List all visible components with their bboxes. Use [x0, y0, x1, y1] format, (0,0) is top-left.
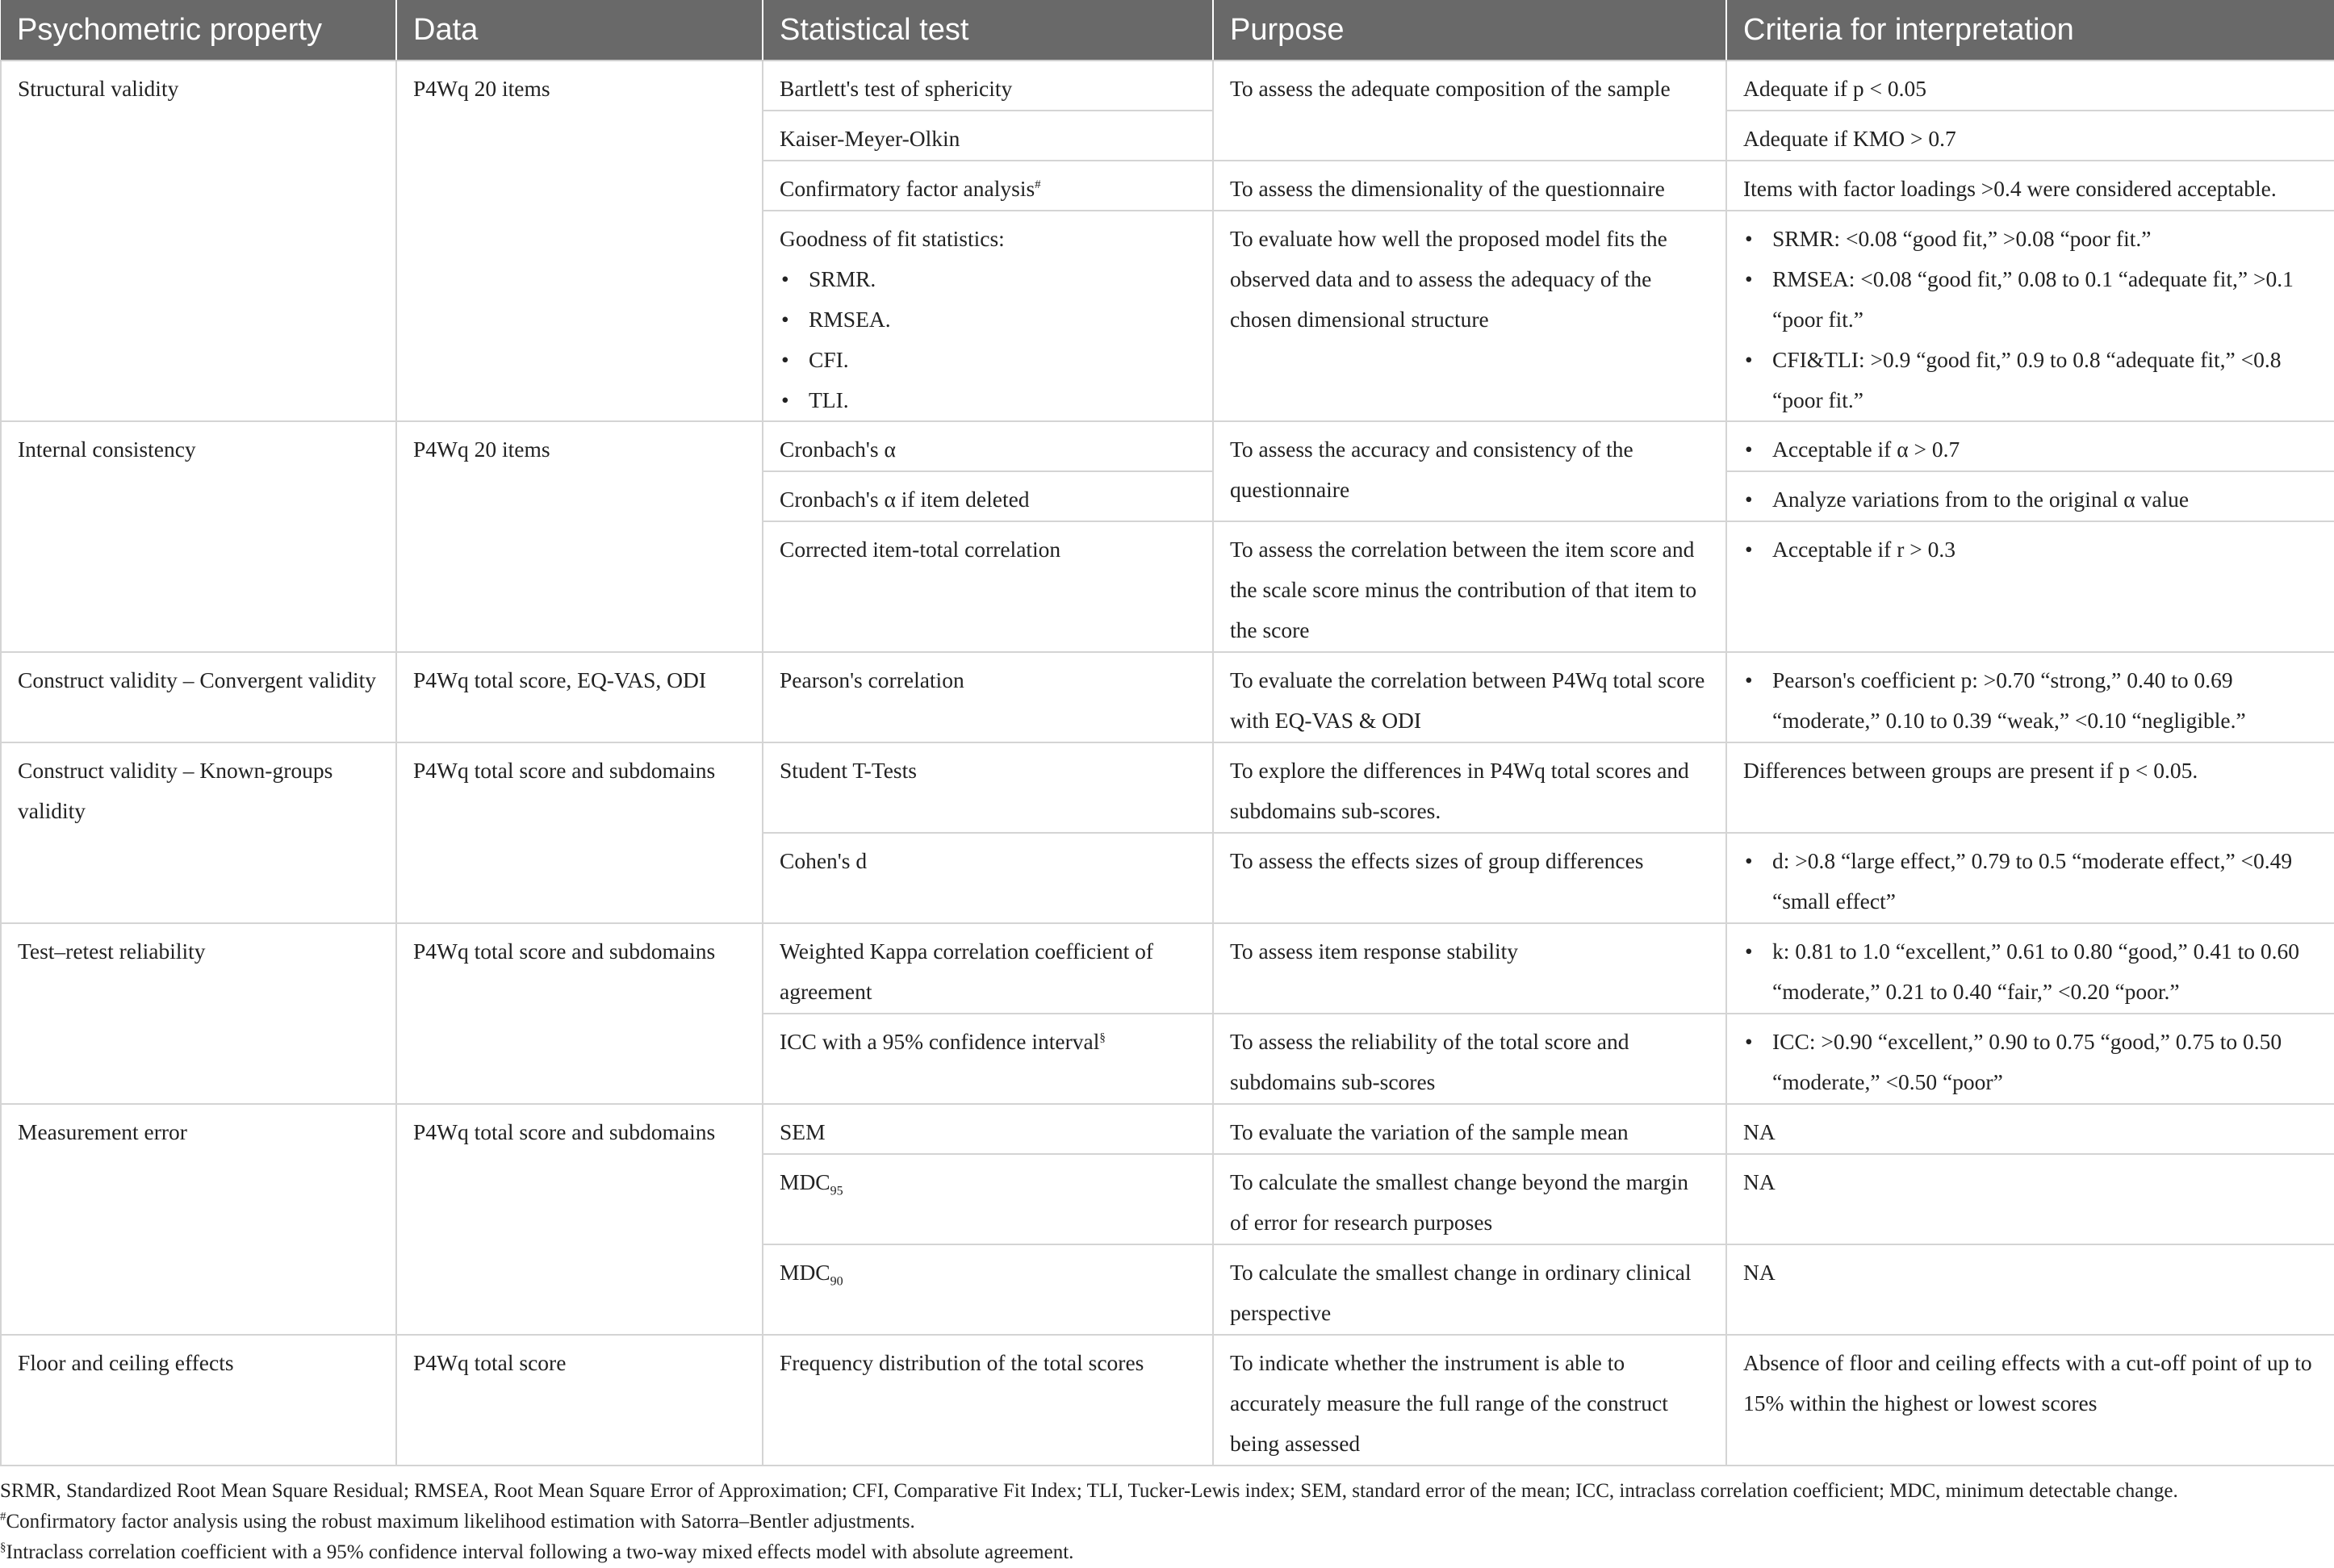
purpose-cell: To indicate whether the instrument is able to accurately measure the full range of the construct being assessed	[1213, 1335, 1726, 1466]
test-label: MDC	[780, 1260, 830, 1285]
test-label: Confirmatory factor analysis	[780, 176, 1035, 201]
header-criteria: Criteria for interpretation	[1726, 0, 2334, 61]
property-cell: Construct validity – Convergent validity	[1, 652, 396, 742]
test-cell: Weighted Kappa correlation coefficient of agreement	[763, 923, 1213, 1014]
purpose-cell: To assess item response stability	[1213, 923, 1726, 1014]
criteria-cell: Items with factor loadings >0.4 were considered acceptable.	[1726, 161, 2334, 211]
property-cell: Construct validity – Known-groups validity	[1, 742, 396, 923]
footnote-mark: #	[1035, 178, 1041, 191]
test-cell	[763, 1154, 1213, 1244]
test-cell: Corrected item-total correlation	[763, 521, 1213, 652]
criteria-list	[1743, 660, 2318, 741]
footnote-text: Confirmatory factor analysis using the robust maximum likelihood estimation with Satorra–Bentler adjustments.	[6, 1511, 915, 1532]
criteria-cell: Absence of floor and ceiling effects with a cut-off point of up to 15% within the highest or lowest scores	[1726, 1335, 2334, 1466]
table-row	[1, 652, 2334, 742]
criteria-cell: Differences between groups are present if p < 0.05.	[1726, 742, 2334, 833]
list-item: • Analyze variations from to the original α value	[1743, 479, 2318, 520]
list-item: • RMSEA.	[780, 299, 1196, 340]
property-cell: Measurement error	[1, 1104, 396, 1335]
test-cell	[763, 1014, 1213, 1104]
purpose-cell: To evaluate how well the proposed model fits the observed data and to assess the adequacy of the chosen dimensional structure	[1213, 211, 1726, 421]
list-item: • RMSEA: <0.08 “good fit,” 0.08 to 0.1 “adequate fit,” >0.1 “poor fit.”	[1743, 259, 2318, 340]
header-psychometric-property: Psychometric property	[1, 0, 396, 61]
footnote-text: Intraclass correlation coefficient with a 95% confidence interval following a two-way mixed effects model with absolute agreement.	[6, 1541, 1074, 1563]
criteria-cell	[1726, 211, 2334, 421]
goodness-of-fit-intro: Goodness of fit statistics:	[780, 226, 1005, 251]
purpose-cell: To assess the accuracy and consistency of the questionnaire	[1213, 421, 1726, 521]
purpose-cell: To assess the adequate composition of the sample	[1213, 61, 1726, 161]
table-row	[1, 742, 2334, 833]
criteria-list	[1743, 479, 2318, 520]
criteria-list	[1743, 931, 2318, 1012]
criteria-cell	[1726, 471, 2334, 521]
fit-statistics-list	[780, 259, 1196, 420]
criteria-cell: NA	[1726, 1104, 2334, 1154]
list-item: • Acceptable if α > 0.7	[1743, 429, 2318, 470]
purpose-cell: To calculate the smallest change beyond the margin of error for research purposes	[1213, 1154, 1726, 1244]
footnote-abbreviations: SRMR, Standardized Root Mean Square Residual; RMSEA, Root Mean Square Error of Approximation; CFI, Comparative Fit Index; TLI, Tucker-Lewis index; SEM, standard error of the mean; ICC, intraclass correlation coefficient; MDC, minimum detectable change.	[0, 1480, 2178, 1502]
data-cell: P4Wq total score and subdomains	[396, 742, 763, 923]
footnote-cfa	[0, 1507, 2334, 1537]
criteria-cell	[1726, 521, 2334, 652]
header-purpose: Purpose	[1213, 0, 1726, 61]
data-cell: P4Wq total score, EQ-VAS, ODI	[396, 652, 763, 742]
criteria-cell	[1726, 421, 2334, 471]
property-cell: Floor and ceiling effects	[1, 1335, 396, 1466]
list-item: • Acceptable if r > 0.3	[1743, 529, 2318, 570]
criteria-cell: Adequate if p < 0.05	[1726, 61, 2334, 111]
purpose-cell: To calculate the smallest change in ordinary clinical perspective	[1213, 1244, 1726, 1335]
criteria-cell	[1726, 833, 2334, 923]
list-item: • ICC: >0.90 “excellent,” 0.90 to 0.75 “good,” 0.75 to 0.50 “moderate,” <0.50 “poor”	[1743, 1022, 2318, 1102]
test-cell: Cronbach's α if item deleted	[763, 471, 1213, 521]
purpose-cell: To assess the reliability of the total score and subdomains sub-scores	[1213, 1014, 1726, 1104]
test-subscript: 95	[830, 1184, 843, 1198]
purpose-cell: To assess the dimensionality of the questionnaire	[1213, 161, 1726, 211]
test-subscript: 90	[830, 1274, 843, 1289]
data-cell: P4Wq total score	[396, 1335, 763, 1466]
purpose-cell: To assess the correlation between the item score and the scale score minus the contribution of that item to the score	[1213, 521, 1726, 652]
table-row	[1, 1104, 2334, 1154]
test-label: ICC with a 95% confidence interval	[780, 1029, 1100, 1054]
test-cell: Frequency distribution of the total scores	[763, 1335, 1213, 1466]
data-cell: P4Wq total score and subdomains	[396, 1104, 763, 1335]
property-cell: Test–retest reliability	[1, 923, 396, 1104]
list-item: • k: 0.81 to 1.0 “excellent,” 0.61 to 0.80 “good,” 0.41 to 0.60 “moderate,” 0.21 to 0.40 “fair,” <0.20 “poor.”	[1743, 931, 2318, 1012]
test-cell: Cohen's d	[763, 833, 1213, 923]
footnote-mark: §	[1099, 1031, 1106, 1044]
criteria-list	[1743, 529, 2318, 570]
test-label: MDC	[780, 1169, 830, 1194]
test-cell: SEM	[763, 1104, 1213, 1154]
table-row	[1, 61, 2334, 111]
criteria-list	[1743, 841, 2318, 922]
criteria-cell	[1726, 923, 2334, 1014]
test-cell: Kaiser-Meyer-Olkin	[763, 111, 1213, 161]
criteria-list	[1743, 1022, 2318, 1102]
purpose-cell: To explore the differences in P4Wq total scores and subdomains sub-scores.	[1213, 742, 1726, 833]
test-cell: Cronbach's α	[763, 421, 1213, 471]
list-item: • TLI.	[780, 380, 1196, 420]
footnote-icc	[0, 1537, 2334, 1568]
criteria-cell: Adequate if KMO > 0.7	[1726, 111, 2334, 161]
test-cell: Bartlett's test of sphericity	[763, 61, 1213, 111]
test-cell: Student T-Tests	[763, 742, 1213, 833]
test-cell	[763, 1244, 1213, 1335]
data-cell: P4Wq 20 items	[396, 61, 763, 421]
criteria-cell: NA	[1726, 1154, 2334, 1244]
list-item: • SRMR: <0.08 “good fit,” >0.08 “poor fit.”	[1743, 219, 2318, 259]
header-data: Data	[396, 0, 763, 61]
footnote-mark: #	[0, 1510, 6, 1524]
header-statistical-test: Statistical test	[763, 0, 1213, 61]
property-cell: Internal consistency	[1, 421, 396, 652]
list-item: • CFI.	[780, 340, 1196, 380]
list-item: • CFI&TLI: >0.9 “good fit,” 0.9 to 0.8 “adequate fit,” <0.8 “poor fit.”	[1743, 340, 2318, 420]
fit-criteria-list	[1743, 219, 2318, 420]
list-item: • SRMR.	[780, 259, 1196, 299]
criteria-cell	[1726, 1014, 2334, 1104]
purpose-cell: To evaluate the variation of the sample mean	[1213, 1104, 1726, 1154]
table-footnotes	[0, 1466, 2334, 1568]
test-cell	[763, 211, 1213, 421]
test-cell: Pearson's correlation	[763, 652, 1213, 742]
criteria-list	[1743, 429, 2318, 470]
table-header-row	[1, 0, 2334, 61]
criteria-cell	[1726, 652, 2334, 742]
purpose-cell: To evaluate the correlation between P4Wq total score with EQ-VAS & ODI	[1213, 652, 1726, 742]
property-cell: Structural validity	[1, 61, 396, 421]
table-row	[1, 1335, 2334, 1466]
criteria-cell: NA	[1726, 1244, 2334, 1335]
test-cell	[763, 161, 1213, 211]
data-cell: P4Wq total score and subdomains	[396, 923, 763, 1104]
table-row	[1, 923, 2334, 1014]
footnote-mark: §	[0, 1541, 6, 1554]
data-cell: P4Wq 20 items	[396, 421, 763, 652]
list-item: • Pearson's coefficient p: >0.70 “strong,” 0.40 to 0.69 “moderate,” 0.10 to 0.39 “weak,” <0.10 “negligible.”	[1743, 660, 2318, 741]
purpose-cell: To assess the effects sizes of group differences	[1213, 833, 1726, 923]
table-row	[1, 421, 2334, 471]
list-item: • d: >0.8 “large effect,” 0.79 to 0.5 “moderate effect,” <0.49 “small effect”	[1743, 841, 2318, 922]
